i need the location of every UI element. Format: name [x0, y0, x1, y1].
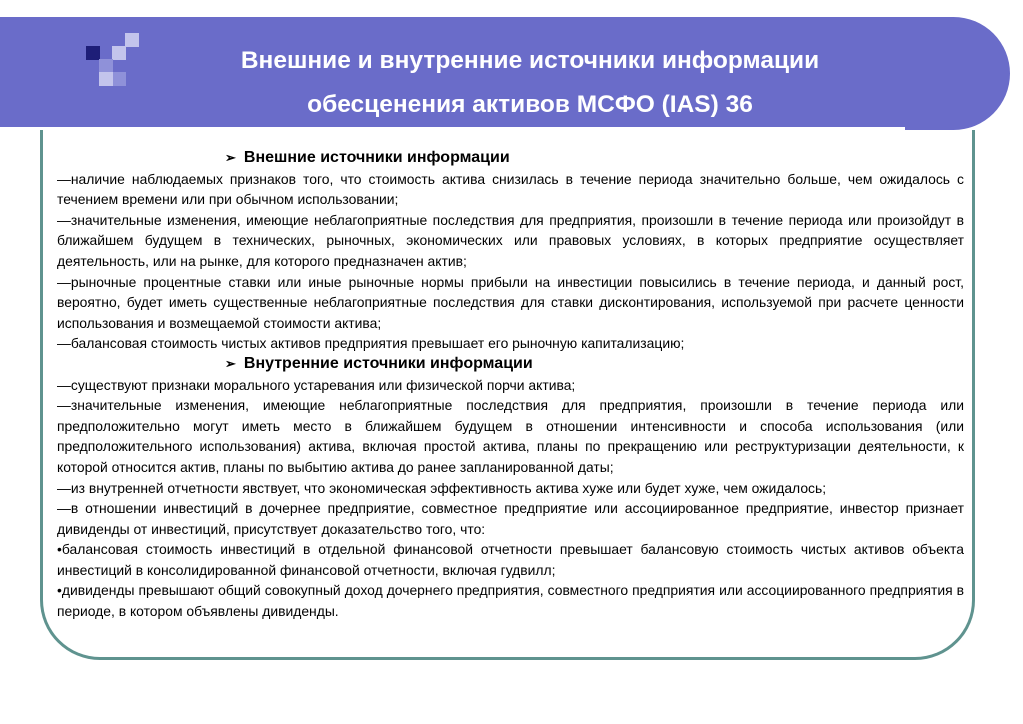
title-line-1: Внешние и внутренние источники информации: [240, 47, 820, 74]
content-body: [57, 148, 964, 622]
arrowhead-right-icon: ➢: [225, 355, 236, 371]
external-item: —значительные изменения, имеющие неблагоприятные последствия для предприятия, произошли в течение периода или произойдут в ближайшем будущем в технических, рыночных, экономических или правовых условиях, в которых предприятие осуществляет деятельность, или на рынке, для которого предназначен актив;: [57, 211, 964, 269]
square-mid: [99, 59, 113, 73]
external-sources-heading: ➢ Внешние источники информации: [57, 148, 964, 169]
page-title: [150, 39, 910, 127]
square-mid: [112, 72, 126, 86]
external-item: —балансовая стоимость чистых активов предприятия превышает его рыночную капитализацию;: [57, 335, 685, 352]
title-banner: [0, 17, 1010, 130]
internal-item: —в отношении инвестиций в дочернее предприятие, совместное предприятие или ассоциированное предприятие, инвестор признает дивиденды от инвестиций, присутствует доказательство того, что:: [57, 500, 964, 537]
internal-item: —из внутренней отчетности явствует, что экономическая эффективность актива хуже или будет хуже, чем ожидалось;: [57, 479, 827, 496]
square-light: [112, 46, 126, 60]
internal-item: •балансовая стоимость инвестиций в отдельной финансовой отчетности превышает балансовую стоимость чистых активов объекта инвестиций в консолидированной финансовой отчетности, включая гудвилл;: [57, 541, 964, 578]
internal-item: —существуют признаки морального устаревания или физической порчи актива;: [57, 376, 576, 393]
external-item: —наличие наблюдаемых признаков того, что стоимость актива снизилась в течение периода значительно больше, чем ожидалось с течением времени или при обычном использовании;: [57, 170, 964, 208]
internal-item: •дивиденды превышают общий совокупный доход дочернего предприятия, совместного предприятия или ассоциированного предприятия в периоде, в котором объявлены дивиденды.: [57, 582, 964, 620]
square-light: [125, 33, 139, 47]
square-light: [99, 72, 113, 86]
square-dark: [86, 46, 100, 60]
internal-sources-heading: ➢ Внутренние источники информации: [57, 354, 964, 375]
internal-item: —значительные изменения, имеющие неблагоприятные последствия для предприятия, произошли в течение периода или предположительно могут иметь место в ближайшем будущем в отношении интенсивности и способа использования (или предположительного использования) актива, включая простой актива, планы по прекращению или реструктуризации деятельности, к которой относится актив, планы по выбытию актива до ранее запланированной даты;: [57, 397, 964, 475]
title-line-2: обесценения активов МСФО (IAS) 36: [307, 91, 753, 118]
external-item: —рыночные процентные ставки или иные рыночные нормы прибыли на инвестиции повысились в течение периода, и данный рост, вероятно, будет иметь существенные неблагоприятные последствия для ставки дисконтирования, используемой при расчете ценности использования и возмещаемой стоимости актива;: [57, 273, 964, 331]
arrowhead-right-icon: ➢: [225, 150, 236, 165]
